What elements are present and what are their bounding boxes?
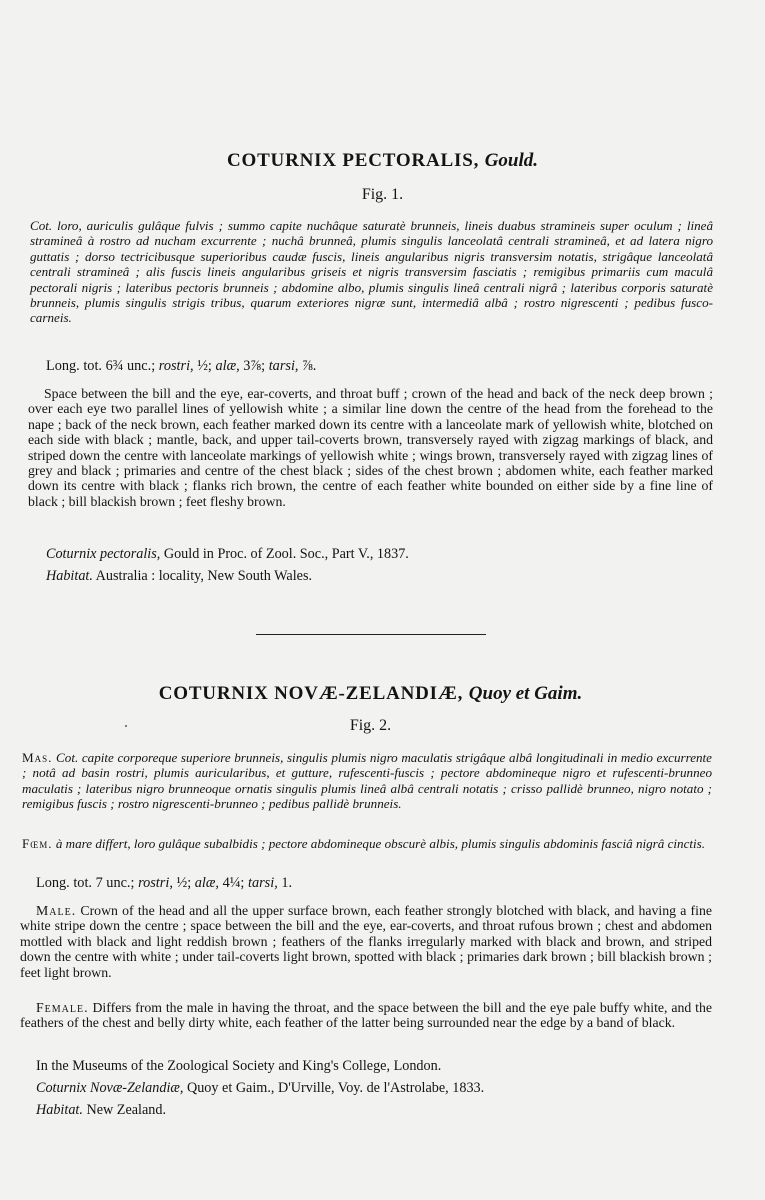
species-1-alae-value: 3⅞; bbox=[243, 358, 266, 374]
species-2-figure-label: Fig. 2. bbox=[349, 717, 392, 734]
species-2-habitat-label: Habitat. bbox=[36, 1102, 83, 1118]
species-2-male-text: Crown of the head and all the upper surface brown, each feather strongly blotched with black, and having a fine white stripe down the centre ; space between the bill and the eye, ear-coverts, and throat rufous brown ; chest and abdomen mottled with black and light reddish brown ; feathers of the flanks irregularly marked with black and brown, and striped down the centre with white ; under tail-coverts light brown, spotted with black ; primaries dark brown ; bill blackish brown ; feet light brown. bbox=[20, 903, 712, 980]
species-1-author: Gould. bbox=[484, 150, 539, 171]
species-1-tarsi-label: tarsi, bbox=[268, 358, 299, 374]
species-1-latin-diagnosis bbox=[30, 218, 713, 326]
species-2-author: Quoy et Gaim. bbox=[468, 683, 583, 704]
species-1-reference-text: Gould in Proc. of Zool. Soc., Part V., 1837. bbox=[163, 546, 409, 562]
species-2-female-latin bbox=[22, 836, 712, 851]
species-2-title bbox=[0, 683, 753, 705]
species-2-male-latin bbox=[22, 750, 712, 812]
species-2-length: Long. tot. 7 unc.; bbox=[36, 875, 135, 891]
species-1-name: COTURNIX PECTORALIS, bbox=[226, 150, 480, 171]
species-2-female-lead: Female. bbox=[36, 1000, 89, 1015]
species-1-tarsi-value: ⅞. bbox=[302, 358, 317, 374]
species-1-rostri-value: ½; bbox=[197, 358, 212, 374]
species-2-female-latin-text: à mare differt, loro gulâque subalbidis ; pectore abdomineque obscurè albis, plumis singulis abdominis fasciâ nigrâ cinctis. bbox=[55, 836, 706, 851]
species-1-reference-name: Coturnix pectoralis, bbox=[46, 546, 161, 562]
species-1-title bbox=[0, 150, 765, 172]
species-1-figure-label: Fig. 1. bbox=[361, 186, 404, 203]
species-1-habitat-text: Australia : locality, New South Wales. bbox=[95, 568, 313, 584]
species-2-tarsi-value: 1. bbox=[281, 875, 293, 891]
species-2-tarsi-label: tarsi, bbox=[247, 875, 278, 891]
species-1-measurements bbox=[46, 358, 316, 375]
species-2-habitat-text: New Zealand. bbox=[86, 1102, 167, 1118]
species-2-male-latin-text: Cot. capite corporeque superiore brunneis, singulis plumis nigro maculatis strigâque albâ longitudinali in medio excurrente ; notâ ad basin rostri, plumis auricularibus, et gutture, rufescenti-fuscis ; pectore abdomineque nigro et rufescenti-brunneo maculatis ; lateribus nigro brunneoque ornatis singulis plumis lineâ albâ centrali notatis ; crisso pallidè brunneo, nigro notato ; remigibus fuscis ; rostro nigrescenti-brunneo ; pedibus pallidè brunneis. bbox=[22, 750, 712, 812]
species-2-museum: In the Museums of the Zoological Society and King's College, London. bbox=[36, 1058, 442, 1074]
species-2-female-description bbox=[20, 1000, 712, 1031]
species-2-reference bbox=[36, 1080, 484, 1097]
species-2-reference-text: Quoy et Gaim., D'Urville, Voy. de l'Astrolabe, 1833. bbox=[186, 1080, 485, 1096]
species-2-measurements bbox=[36, 875, 292, 892]
species-2-name: COTURNIX NOVÆ-ZELANDIÆ, bbox=[158, 683, 464, 704]
species-1-habitat-label: Habitat. bbox=[46, 568, 93, 584]
species-2-female-latin-lead: Fœm. bbox=[22, 836, 53, 851]
species-1-latin-text: loro, auriculis gulâque fulvis ; summo capite nuchâque saturatè brunneis, lineis duabus stramineis super oculum ; lineâ stramineâ à rostro ad nucham excurrente ; nuchâ brunneâ, plumis singulis lanceolatâ centrali stramineâ, et ad latera nigro guttatis ; dorso tectricibusque superioribus caudæ fuscis, lineis angularibus nigris transversim notatis, strigâque lanceolatâ centrali stramineâ ; alis fuscis lineis angularibus griseis et nigris transversim fasciatis ; remigibus primariis cum maculâ pectorali nigris ; lateribus pectoris brunneis ; abdomine albo, plumis singulis lineâ centrali nigrâ ; lateribus corporis saturatè brunneis, plumis singulis strigis tribus, quarum exteriores nigræ sunt, intermediâ albâ ; rostro nigrescenti ; pedibus fusco-carneis. bbox=[30, 218, 714, 326]
species-1-reference bbox=[46, 546, 409, 563]
species-2-alae-value: 4¼; bbox=[222, 875, 245, 891]
species-2-rostri-label: rostri, bbox=[138, 875, 173, 891]
species-2-male-lead: Male. bbox=[36, 903, 77, 918]
species-1-length: Long. tot. 6¾ unc.; bbox=[46, 358, 156, 374]
species-1-description: Space between the bill and the eye, ear-coverts, and throat buff ; crown of the head and back of the neck deep brown ; over each eye two parallel lines of yellowish white ; a similar line down the centre of the head from the forehead to the nape ; back of the neck brown, each feather marked down its centre with a lanceolate mark of yellowish white, blotched on each side with black ; mantle, back, and upper tail-coverts brown, transversely rayed with zigzag markings of black, and striped down the centre with lanceolate markings of yellowish white ; wings brown, transversely rayed with zigzag lines of grey and black ; primaries and centre of the chest black ; sides of the chest brown ; abdomen white, each feather marked down its centre with black ; flanks rich brown, the centre of each feather white bounded on either side by a fine line of black ; bill blackish brown ; feet fleshy brown. bbox=[28, 386, 713, 509]
species-1-latin-lead: Cot. bbox=[30, 218, 53, 233]
species-2-female-text: Differs from the male in having the throat, and the space between the bill and the eye pale buffy white, and the feathers of the chest and belly dirty white, each feather of the latter being surrounded near the edge by a band of black. bbox=[20, 1000, 713, 1031]
species-1-rostri-label: rostri, bbox=[158, 358, 194, 374]
species-2-reference-name: Coturnix Novæ-Zelandiæ, bbox=[36, 1080, 184, 1096]
species-2-rostri-value: ½; bbox=[176, 875, 192, 891]
species-2-habitat bbox=[36, 1102, 166, 1119]
species-2-male-latin-lead: Mas. bbox=[22, 750, 53, 765]
species-1-habitat bbox=[46, 568, 312, 585]
species-2-alae-label: alæ, bbox=[194, 875, 219, 891]
section-divider bbox=[256, 634, 486, 635]
species-1-alae-label: alæ, bbox=[215, 358, 240, 374]
species-2-male-description bbox=[20, 903, 712, 980]
